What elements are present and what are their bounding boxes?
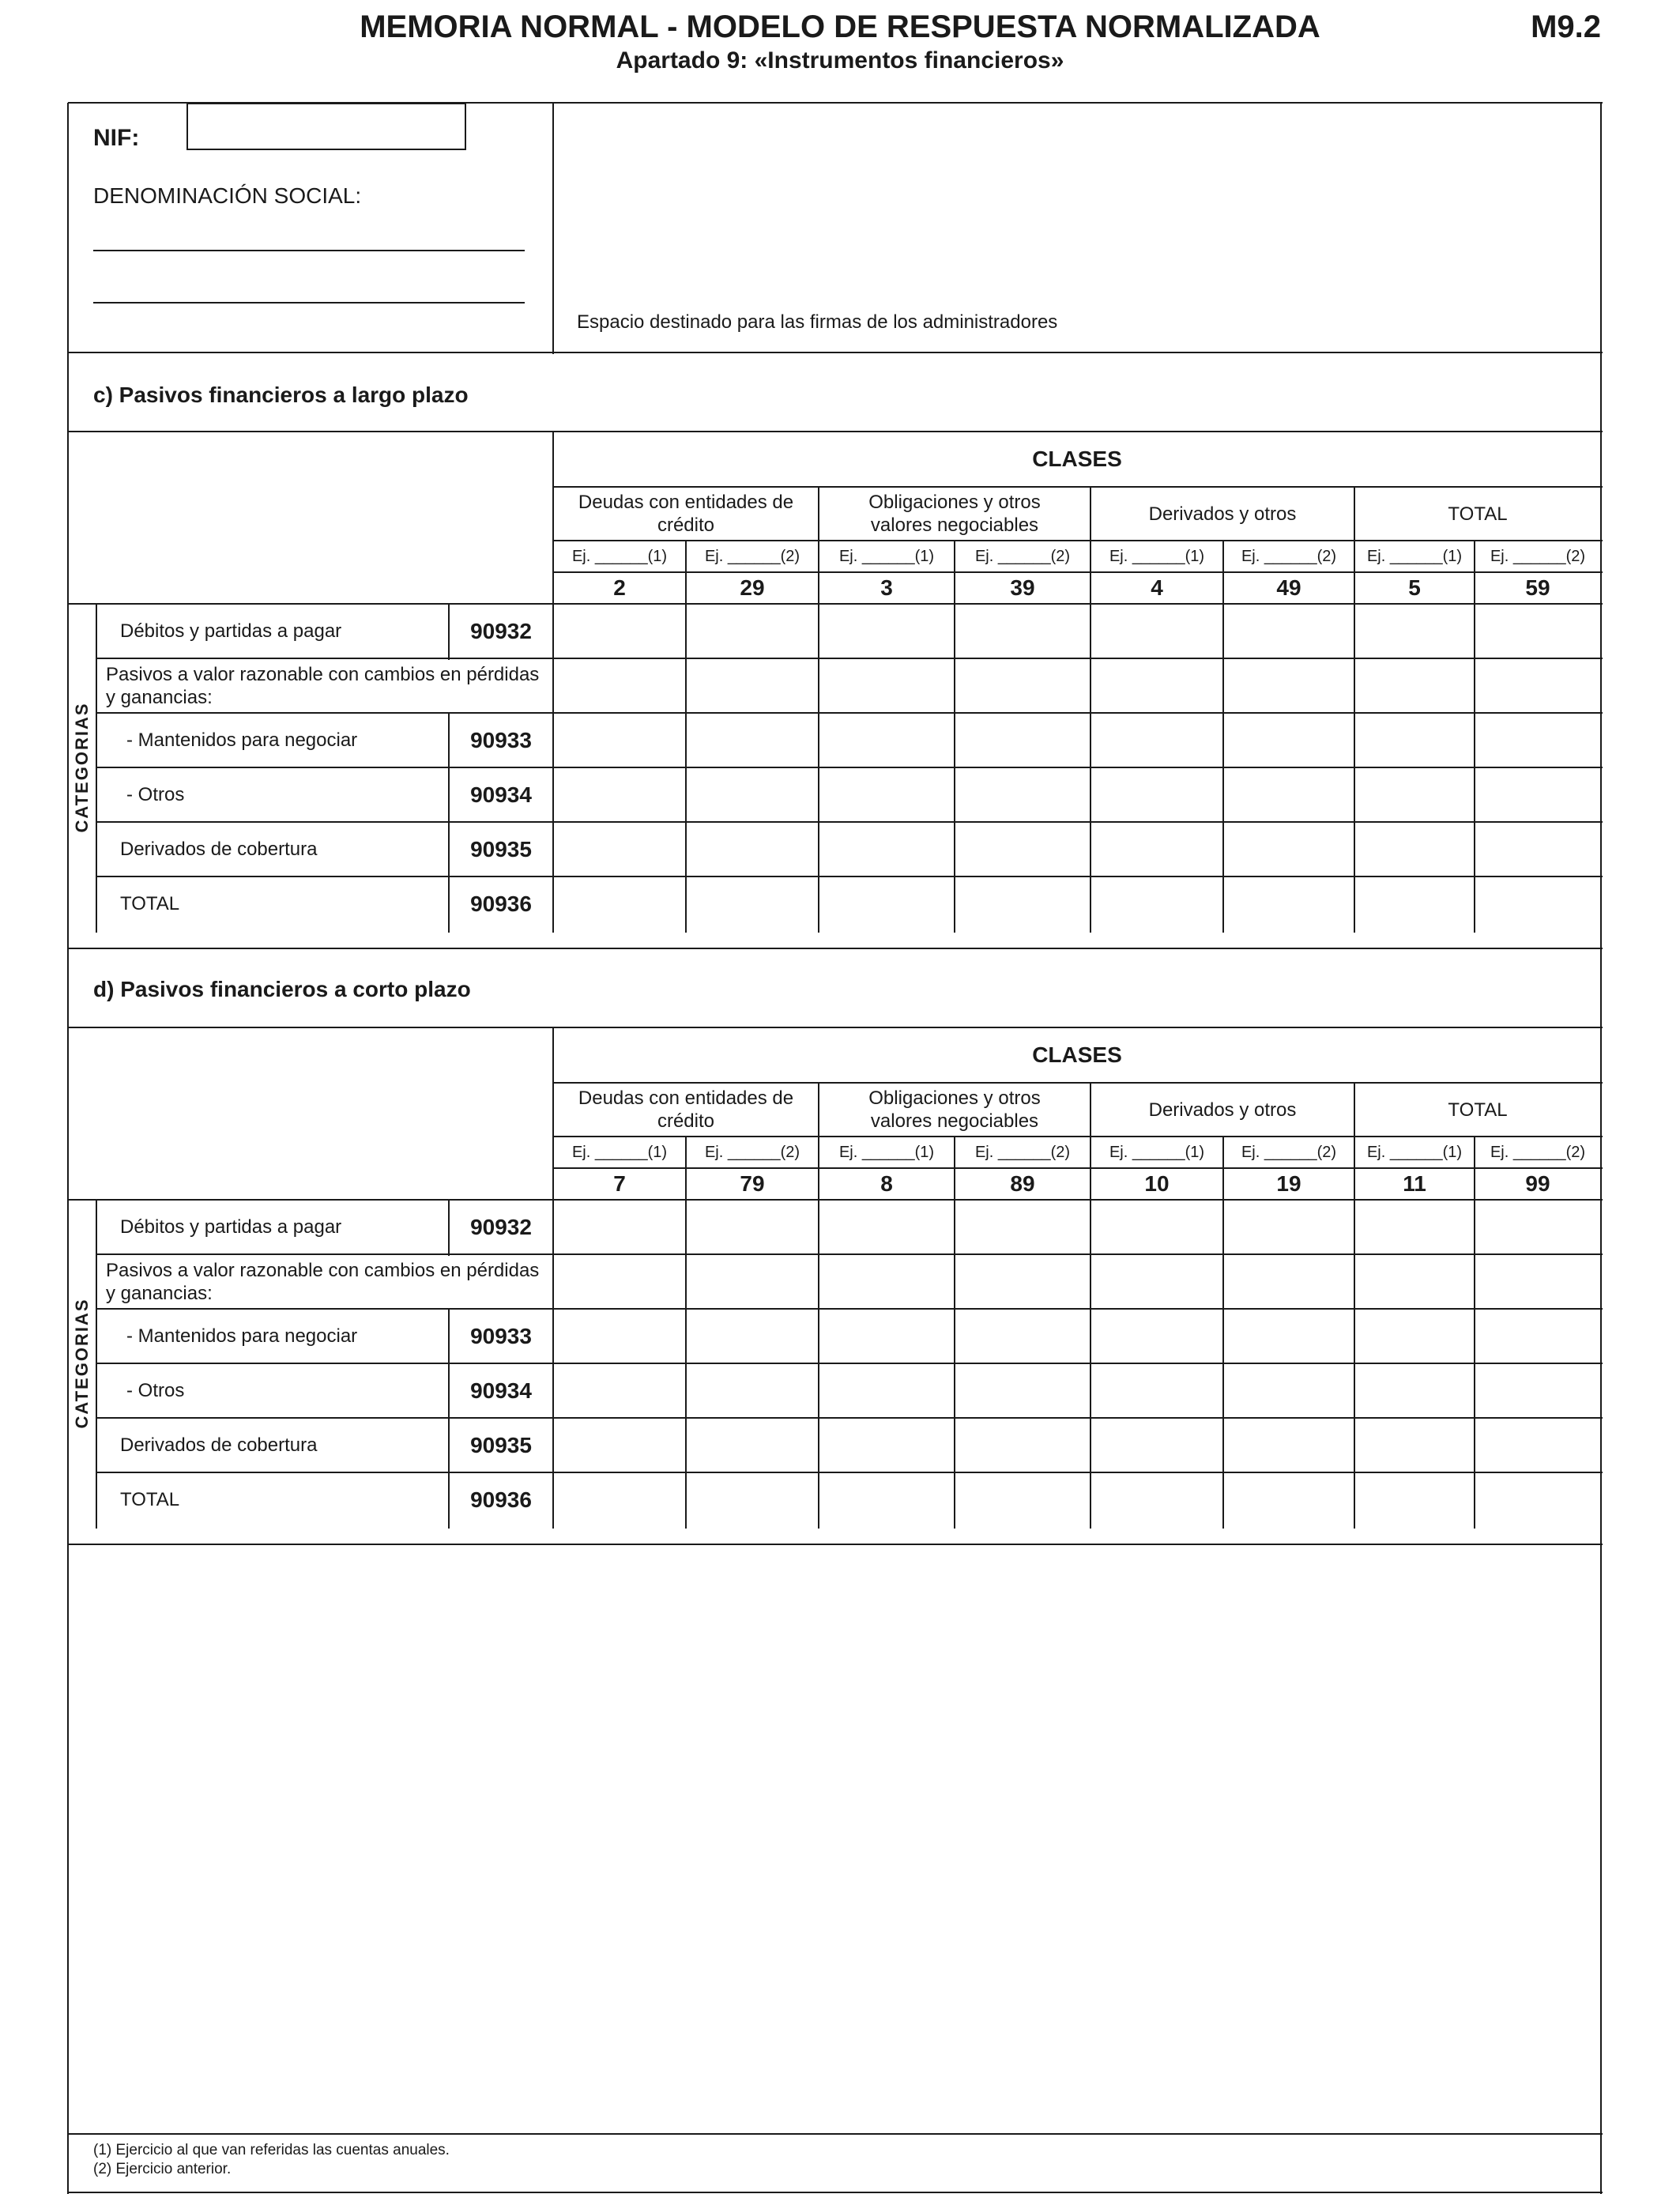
section-d-row-code: 90936: [470, 1487, 532, 1512]
section-d-value-cell[interactable]: [1476, 1310, 1599, 1362]
section-d-value-cell[interactable]: [555, 1310, 684, 1362]
section-c-value-cell[interactable]: [687, 878, 817, 929]
section-c-row-code: 90936: [470, 891, 532, 916]
section-c-column-number: 59: [1525, 575, 1550, 600]
section-c-value-cell[interactable]: [956, 824, 1089, 875]
section-d-value-cell[interactable]: [820, 1310, 953, 1362]
section-c-value-cell[interactable]: [687, 824, 817, 875]
section-c-row-label: Pasivos a valor razonable con cambios en pérdidas y ganancias:: [106, 663, 540, 708]
nif-field[interactable]: [186, 103, 466, 150]
denominacion-label: DENOMINACIÓN SOCIAL:: [93, 183, 362, 208]
section-d-value-cell[interactable]: [1092, 1201, 1222, 1253]
section-d-value-cell[interactable]: [956, 1201, 1089, 1253]
section-c-value-cell[interactable]: [555, 605, 684, 657]
section-c-row-label: Derivados de cobertura: [120, 838, 318, 860]
section-c-value-cell[interactable]: [1356, 824, 1473, 875]
section-c-clases-label: CLASES: [1032, 447, 1122, 471]
section-d-row-label: - Mantenidos para negociar: [126, 1325, 358, 1347]
section-c-value-cell[interactable]: [555, 878, 684, 929]
section-d-ej-label[interactable]: Ej. ______(2): [1241, 1143, 1337, 1161]
section-c-value-cell[interactable]: [956, 605, 1089, 657]
section-c-value-cell[interactable]: [1356, 605, 1473, 657]
section-d-subcol-rule: [685, 1200, 687, 1529]
section-c-row-code: 90932: [470, 618, 532, 643]
section-c-value-cell[interactable]: [555, 824, 684, 875]
section-d-group-header: TOTAL: [1448, 1099, 1508, 1121]
section-c-row-label: - Otros: [126, 783, 185, 805]
signature-area[interactable]: [555, 104, 1599, 349]
section-c-bottom-rule: [68, 948, 1603, 949]
section-d-value-cell[interactable]: [687, 1310, 817, 1362]
section-d-value-cell[interactable]: [555, 1365, 684, 1416]
section-d-value-cell[interactable]: [1225, 1256, 1353, 1307]
section-d-row-label: Débitos y partidas a pagar: [120, 1216, 342, 1238]
signature-note: Espacio destinado para las firmas de los administradores: [577, 311, 1058, 333]
section-d-value-cell[interactable]: [1092, 1474, 1222, 1525]
section-d-value-cell[interactable]: [687, 1201, 817, 1253]
section-d-value-cell[interactable]: [555, 1201, 684, 1253]
section-d-value-cell[interactable]: [956, 1310, 1089, 1362]
section-d-value-cell[interactable]: [956, 1419, 1089, 1471]
section-d-value-cell[interactable]: [687, 1474, 817, 1525]
section-c-ej-label[interactable]: Ej. ______(1): [571, 547, 668, 565]
id-divider: [552, 103, 554, 354]
section-d-ej-label[interactable]: Ej. ______(1): [1109, 1143, 1205, 1161]
section-d-value-cell[interactable]: [555, 1474, 684, 1525]
denominacion-line-2[interactable]: [93, 302, 525, 303]
section-c-value-cell[interactable]: [555, 769, 684, 820]
section-d-column-number: 10: [1144, 1171, 1170, 1196]
section-c-row-label: TOTAL: [120, 892, 180, 914]
section-c-value-cell[interactable]: [1356, 769, 1473, 820]
section-d-clases-label: CLASES: [1032, 1042, 1122, 1067]
section-d-value-cell[interactable]: [820, 1256, 953, 1307]
section-c-ej-label[interactable]: Ej. ______(2): [974, 547, 1071, 565]
id-bottom-rule: [68, 352, 1603, 353]
section-c-subcol-rule: [954, 604, 955, 933]
section-c-column-number: 5: [1408, 575, 1421, 600]
section-c-value-cell[interactable]: [1092, 714, 1222, 766]
section-d-subcol-rule: [954, 1200, 955, 1529]
section-d-value-cell[interactable]: [1476, 1256, 1599, 1307]
section-d-value-cell[interactable]: [1092, 1256, 1222, 1307]
section-c-row-code: 90935: [470, 836, 532, 861]
form-subtitle: Apartado 9: «Instrumentos financieros»: [616, 47, 1064, 74]
section-d-subcol-rule: [1474, 1200, 1475, 1529]
section-c-column-number: 39: [1010, 575, 1035, 600]
section-c-value-cell[interactable]: [820, 660, 953, 711]
section-d-ej-label[interactable]: Ej. ______(2): [1490, 1143, 1586, 1161]
section-c-subcol-rule: [1222, 604, 1224, 933]
section-d-value-cell[interactable]: [1225, 1310, 1353, 1362]
section-c-ej-label[interactable]: Ej. ______(2): [704, 547, 800, 565]
section-c-value-cell[interactable]: [555, 714, 684, 766]
section-d-row-label: - Otros: [126, 1379, 185, 1401]
section-c-value-cell[interactable]: [1092, 824, 1222, 875]
section-d-value-cell[interactable]: [1092, 1419, 1222, 1471]
section-c-value-cell[interactable]: [687, 769, 817, 820]
footnote-2: (2) Ejercicio anterior.: [93, 2161, 232, 2177]
section-d-value-cell[interactable]: [1225, 1201, 1353, 1253]
section-c-value-cell[interactable]: [1476, 605, 1599, 657]
section-d-value-cell[interactable]: [1476, 1419, 1599, 1471]
section-c-value-cell[interactable]: [1225, 878, 1353, 929]
section-d-value-cell[interactable]: [956, 1365, 1089, 1416]
section-d-row-code: 90932: [470, 1214, 532, 1239]
section-d-value-cell[interactable]: [1092, 1365, 1222, 1416]
section-c-category-divider: [96, 604, 97, 933]
section-d-ej-label[interactable]: Ej. ______(2): [974, 1143, 1071, 1161]
remarks-area[interactable]: [70, 1544, 1601, 2159]
section-d-value-cell[interactable]: [1092, 1310, 1222, 1362]
denominacion-line-1[interactable]: [93, 250, 525, 251]
section-c-value-cell[interactable]: [820, 824, 953, 875]
section-d-value-cell[interactable]: [1225, 1365, 1353, 1416]
section-d-ej-label[interactable]: Ej. ______(1): [571, 1143, 668, 1161]
section-d-value-cell[interactable]: [820, 1365, 953, 1416]
frame-bottom: [68, 2192, 1603, 2193]
section-d-value-cell[interactable]: [820, 1419, 953, 1471]
section-d-row-label: TOTAL: [120, 1488, 180, 1510]
section-d-value-cell[interactable]: [1356, 1201, 1473, 1253]
section-c-value-cell[interactable]: [555, 660, 684, 711]
section-d-value-cell[interactable]: [1225, 1419, 1353, 1471]
section-d-value-cell[interactable]: [1476, 1474, 1599, 1525]
section-c-value-cell[interactable]: [820, 605, 953, 657]
section-c-ej-label[interactable]: Ej. ______(1): [838, 547, 935, 565]
section-c-value-cell[interactable]: [1476, 878, 1599, 929]
section-c-column-number: 29: [740, 575, 765, 600]
section-d-value-cell[interactable]: [687, 1256, 817, 1307]
section-d-row-label: Derivados de cobertura: [120, 1434, 318, 1456]
section-c-row-label: - Mantenidos para negociar: [126, 729, 358, 751]
section-d-value-cell[interactable]: [820, 1201, 953, 1253]
frame-left: [67, 103, 69, 2194]
section-d-column-number: 11: [1403, 1171, 1426, 1196]
section-d-value-cell[interactable]: [956, 1474, 1089, 1525]
section-d-row-code: 90935: [470, 1432, 532, 1457]
section-c-value-cell[interactable]: [820, 714, 953, 766]
footnote-1: (1) Ejercicio al que van referidas las cuentas anuales.: [93, 2142, 450, 2158]
section-c-column-number: 49: [1276, 575, 1301, 600]
section-c-value-cell[interactable]: [1356, 660, 1473, 711]
section-d-value-cell[interactable]: [956, 1256, 1089, 1307]
section-c-column-number: 4: [1151, 575, 1163, 600]
section-d-value-cell[interactable]: [1356, 1256, 1473, 1307]
section-d-value-cell[interactable]: [687, 1419, 817, 1471]
section-d-value-cell[interactable]: [555, 1419, 684, 1471]
section-d-group-header: Derivados y otros: [1148, 1099, 1297, 1121]
section-c-value-cell[interactable]: [956, 660, 1089, 711]
section-d-value-cell[interactable]: [1356, 1365, 1473, 1416]
section-d-ej-label[interactable]: Ej. ______(1): [838, 1143, 935, 1161]
section-d-ej-label[interactable]: Ej. ______(2): [704, 1143, 800, 1161]
section-c-value-cell[interactable]: [1356, 878, 1473, 929]
section-d-row-code: 90933: [470, 1323, 532, 1348]
section-c-value-cell[interactable]: [956, 714, 1089, 766]
section-d-group-header: Deudas con entidades de crédito: [578, 1088, 794, 1132]
section-d-ej-label[interactable]: Ej. ______(1): [1366, 1143, 1463, 1161]
section-d-row-code: 90934: [470, 1378, 532, 1403]
form-code: M9.2: [1531, 9, 1601, 44]
section-c-ej-label[interactable]: Ej. ______(1): [1366, 547, 1463, 565]
section-c-subcol-rule: [1474, 604, 1475, 933]
section-c-value-cell[interactable]: [1476, 769, 1599, 820]
section-c-value-cell[interactable]: [956, 878, 1089, 929]
section-d-subcol-rule: [1222, 1200, 1224, 1529]
section-d-column-number: 89: [1010, 1171, 1035, 1196]
section-c-column-number: 2: [613, 575, 626, 600]
section-c-group-header: Deudas con entidades de crédito: [578, 492, 794, 536]
section-c-value-cell[interactable]: [1092, 660, 1222, 711]
form-title: MEMORIA NORMAL - MODELO DE RESPUESTA NORMALIZADA: [360, 9, 1320, 44]
nif-label: NIF:: [93, 125, 140, 151]
section-c-value-cell[interactable]: [1476, 714, 1599, 766]
section-d-value-cell[interactable]: [1476, 1201, 1599, 1253]
section-c-group-header: TOTAL: [1448, 503, 1508, 525]
section-d-column-number: 99: [1525, 1171, 1550, 1196]
section-d-column-number: 8: [880, 1171, 893, 1196]
section-d-value-cell[interactable]: [1476, 1365, 1599, 1416]
section-d-column-number: 7: [613, 1171, 626, 1196]
section-d-category-divider: [96, 1200, 97, 1529]
section-d-row-label: Pasivos a valor razonable con cambios en pérdidas y ganancias:: [106, 1259, 540, 1304]
section-c-value-cell[interactable]: [1092, 769, 1222, 820]
section-c-value-cell[interactable]: [1225, 605, 1353, 657]
section-c-value-cell[interactable]: [1225, 660, 1353, 711]
section-c-value-cell[interactable]: [820, 878, 953, 929]
section-c-group-header: Obligaciones y otros valores negociables: [868, 492, 1041, 536]
section-d-value-cell[interactable]: [687, 1365, 817, 1416]
section-c-ej-label[interactable]: Ej. ______(2): [1241, 547, 1337, 565]
section-d-value-cell[interactable]: [555, 1256, 684, 1307]
section-c-value-cell[interactable]: [956, 769, 1089, 820]
section-c-value-cell[interactable]: [687, 605, 817, 657]
section-d-value-cell[interactable]: [1225, 1474, 1353, 1525]
section-c-value-cell[interactable]: [1356, 714, 1473, 766]
section-c-title: c) Pasivos financieros a largo plazo: [93, 383, 469, 407]
section-d-value-cell[interactable]: [1356, 1310, 1473, 1362]
section-d-column-number: 79: [740, 1171, 765, 1196]
section-d-value-cell[interactable]: [1356, 1474, 1473, 1525]
section-c-value-cell[interactable]: [1225, 824, 1353, 875]
section-c-value-cell[interactable]: [687, 660, 817, 711]
section-d-column-number: 19: [1276, 1171, 1301, 1196]
section-c-categorias-label: CATEGORIAS: [72, 702, 92, 833]
section-c-row-label: Débitos y partidas a pagar: [120, 620, 342, 642]
section-c-row-code: 90934: [470, 782, 532, 807]
section-d-group-header: Obligaciones y otros valores negociables: [868, 1088, 1041, 1132]
section-d-value-cell[interactable]: [820, 1474, 953, 1525]
section-c-ej-label[interactable]: Ej. ______(2): [1490, 547, 1586, 565]
section-c-subcol-rule: [685, 604, 687, 933]
section-c-value-cell[interactable]: [687, 714, 817, 766]
section-c-value-cell[interactable]: [820, 769, 953, 820]
section-d-categorias-label: CATEGORIAS: [72, 1298, 92, 1429]
section-c-value-cell[interactable]: [1225, 769, 1353, 820]
section-c-ej-label[interactable]: Ej. ______(1): [1109, 547, 1205, 565]
section-d-value-cell[interactable]: [1356, 1419, 1473, 1471]
section-c-value-cell[interactable]: [1225, 714, 1353, 766]
section-c-value-cell[interactable]: [1092, 878, 1222, 929]
section-c-row-code: 90933: [470, 727, 532, 752]
section-c-column-number: 3: [880, 575, 893, 600]
section-c-value-cell[interactable]: [1476, 660, 1599, 711]
section-d-title: d) Pasivos financieros a corto plazo: [93, 977, 471, 1001]
section-c-group-header: Derivados y otros: [1148, 503, 1297, 525]
section-c-value-cell[interactable]: [1476, 824, 1599, 875]
section-c-value-cell[interactable]: [1092, 605, 1222, 657]
